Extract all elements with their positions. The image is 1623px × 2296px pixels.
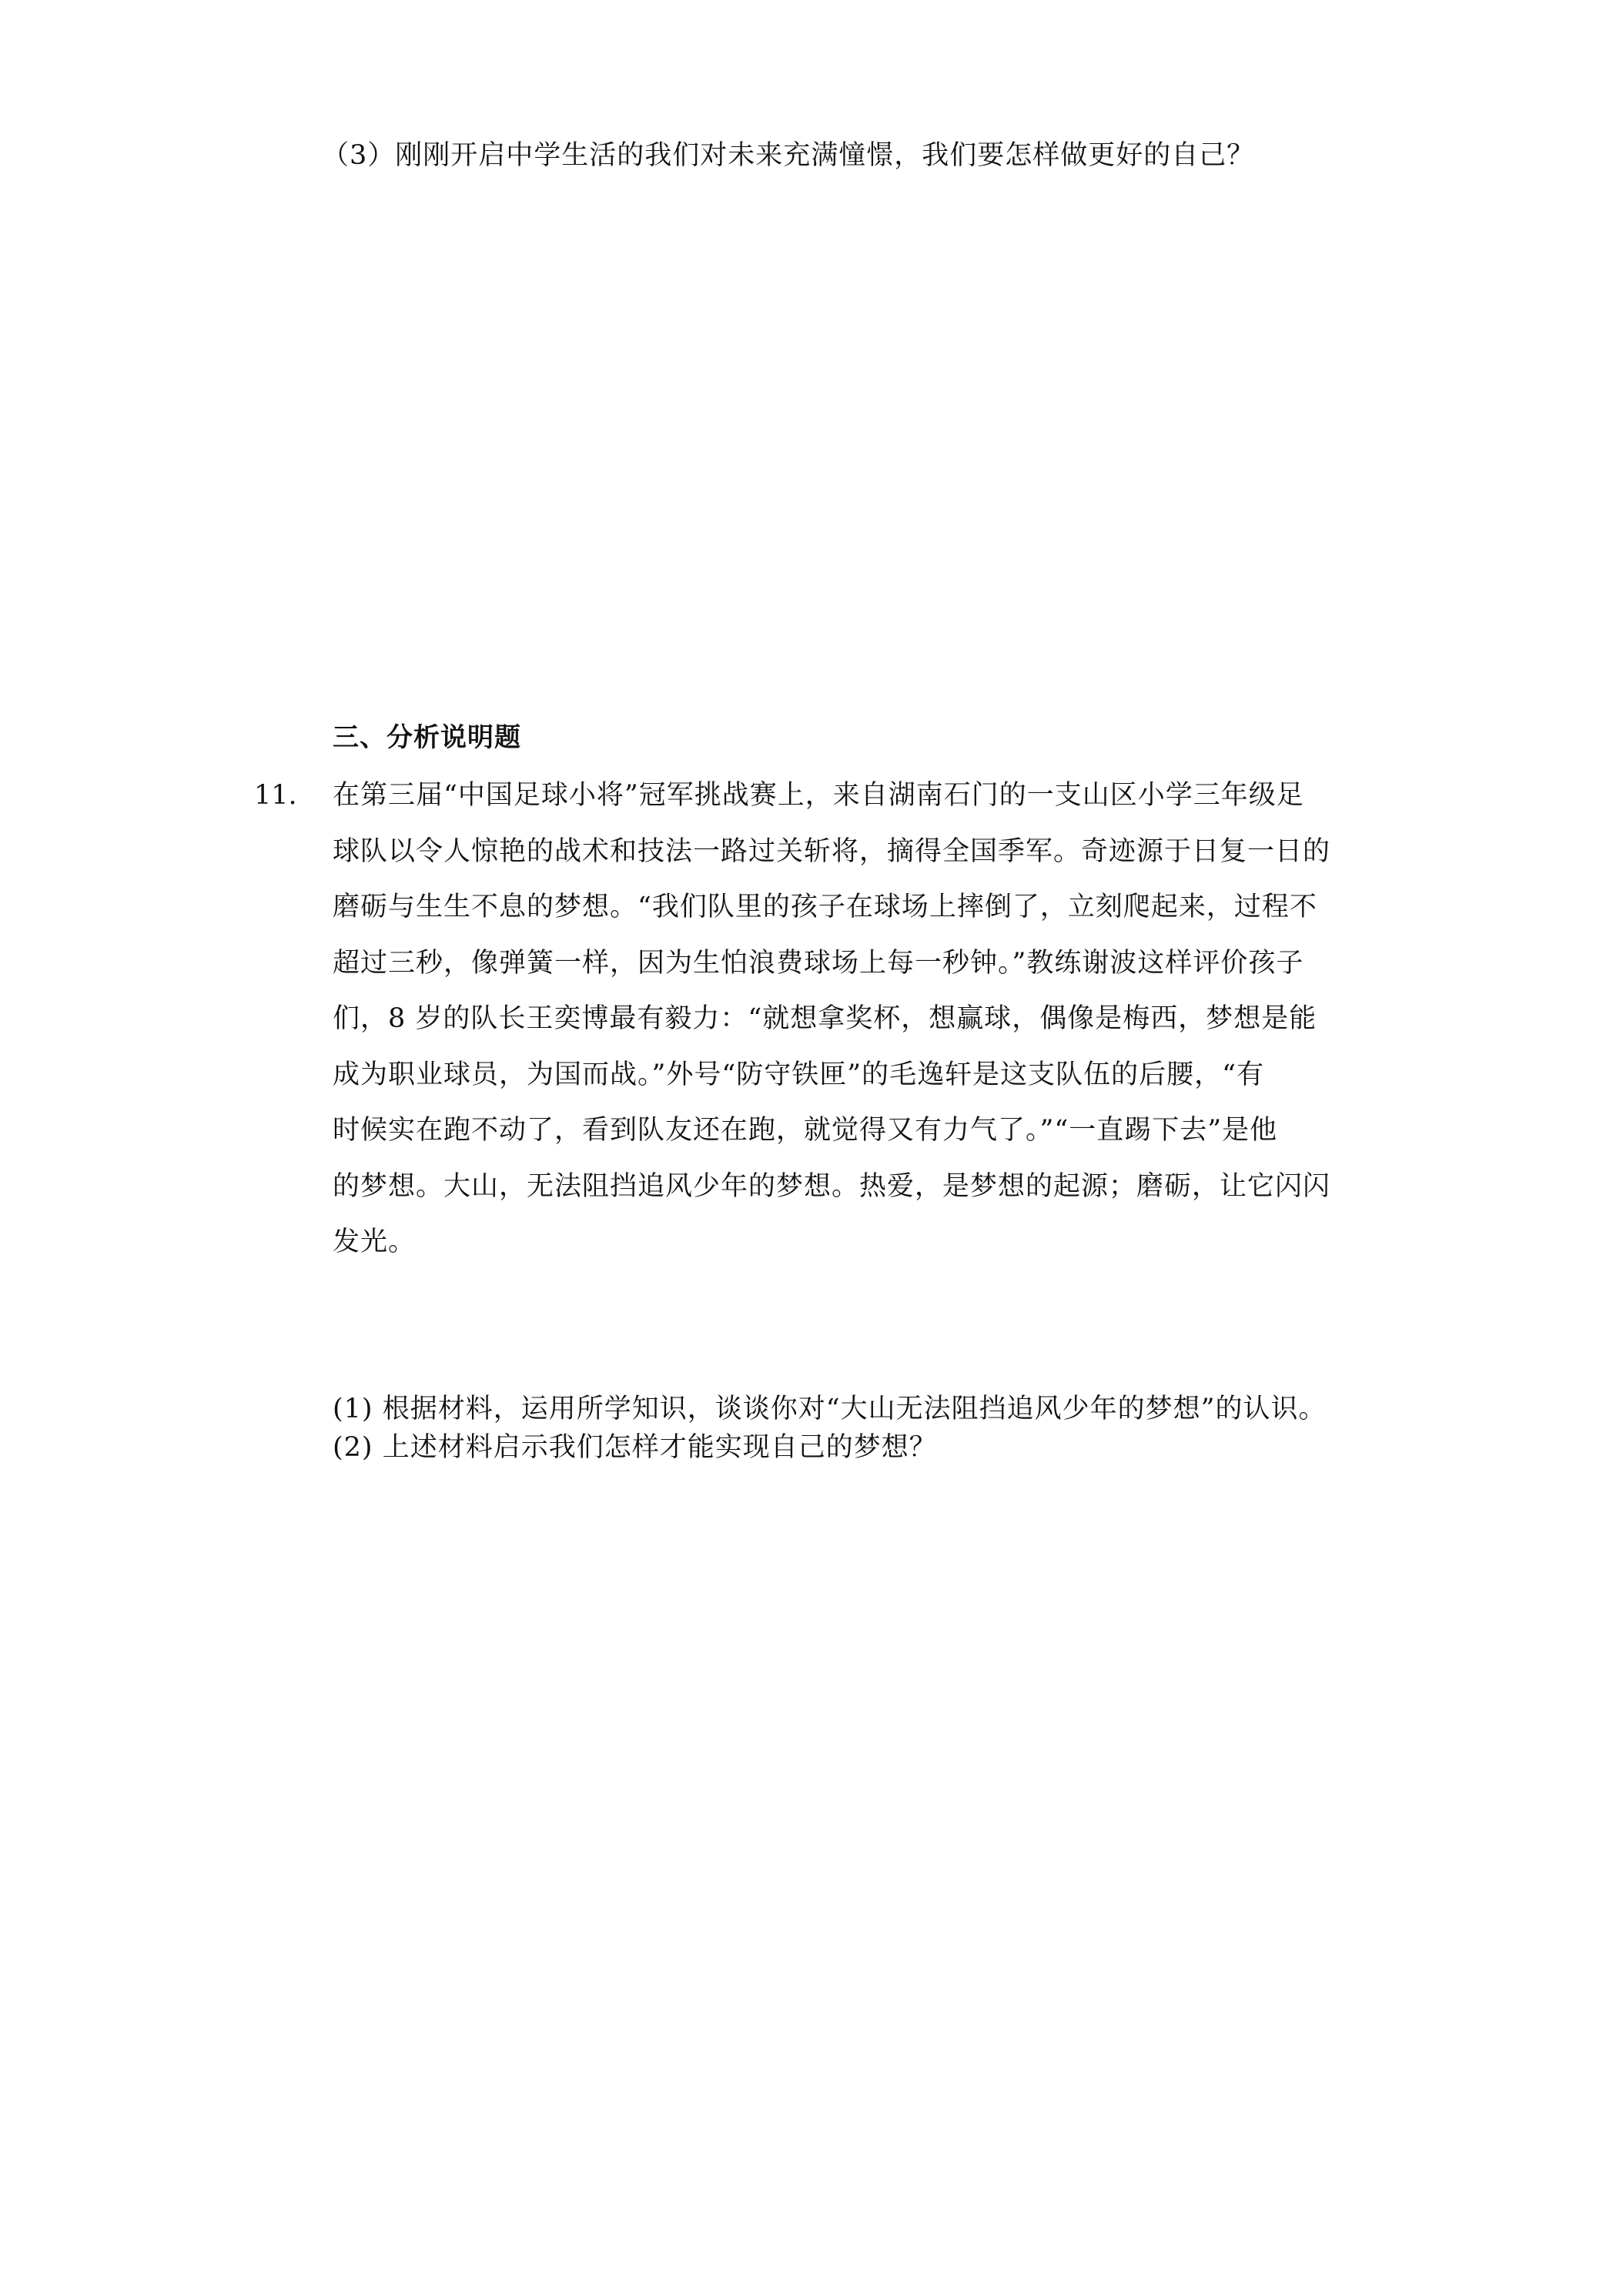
material-line: 的梦想。大山，无法阻挡追风少年的梦想。热爱，是梦想的起源；磨砺，让它闪闪: [333, 1170, 1331, 1202]
section-heading: 三、分析说明题: [333, 722, 521, 753]
question-part-3: （3）刚刚开启中学生活的我们对未来充满憧憬，我们要怎样做更好的自己？: [322, 140, 1255, 171]
material-line: 在第三届“中国足球小将”冠军挑战赛上，来自湖南石门的一支山区小学三年级足: [333, 780, 1304, 811]
material-line: 发光。: [333, 1227, 417, 1257]
sub-question-1: (1) 根据材料，运用所学知识，谈谈你对“大山无法阻挡追风少年的梦想”的认识。: [333, 1394, 1327, 1424]
question-11-material: [333, 777, 1357, 1280]
material-line: 超过三秒，像弹簧一样，因为生怕浪费球场上每一秒钟。”教练谢波这样评价孩子: [333, 947, 1304, 979]
material-line: 时候实在跑不动了，看到队友还在跑，就觉得又有力气了。”“一直踢下去”是他: [333, 1115, 1278, 1146]
material-line: 成为职业球员，为国而战。”外号“防守铁匣”的毛逸轩是这支队伍的后腰，“有: [333, 1059, 1265, 1090]
material-line: 们，8 岁的队长王奕博最有毅力：“就想拿奖杯，想赢球，偶像是梅西，梦想是能: [333, 1003, 1317, 1034]
material-line: 球队以令人惊艳的战术和技法一路过关斩将，摘得全国季军。奇迹源于日复一日的: [333, 835, 1331, 867]
question-number: 11.: [254, 780, 297, 811]
material-line: 磨砺与生生不息的梦想。“我们队里的孩子在球场上摔倒了，立刻爬起来，过程不: [333, 892, 1317, 922]
sub-question-2: (2) 上述材料启示我们怎样才能实现自己的梦想？: [333, 1432, 937, 1463]
